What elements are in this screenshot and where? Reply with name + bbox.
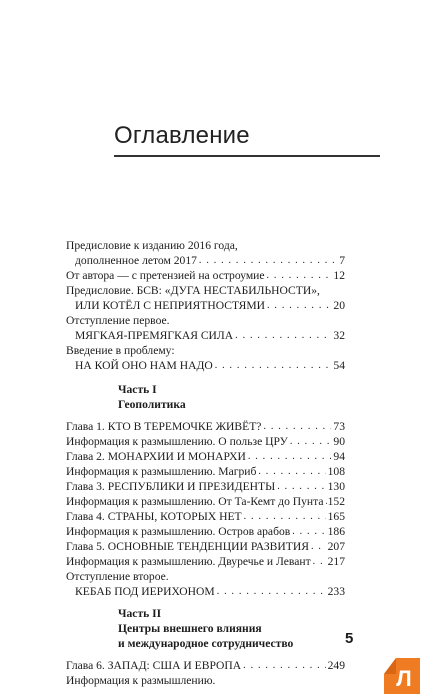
toc-entry-title: Глава 2. МОНАРХИИ И МОНАРХИ bbox=[66, 450, 246, 463]
leader-dots bbox=[243, 659, 325, 673]
toc-entry-title: Информация к размышлению. Остров арабов bbox=[66, 525, 291, 538]
part-label: Часть I bbox=[118, 383, 157, 396]
toc-entry-title: Информация к размышлению. От Та-Кемт до Пунта bbox=[66, 495, 324, 508]
toc-entry[interactable] bbox=[66, 358, 345, 373]
toc-entry-title: Информация к размышлению. О пользе ЦРУ bbox=[66, 435, 288, 448]
leader-dots bbox=[267, 269, 332, 283]
publisher-logo bbox=[378, 650, 426, 698]
leader-dots bbox=[277, 480, 325, 494]
toc-entry[interactable] bbox=[66, 419, 345, 434]
toc-entry-title: ИЛИ КОТЁЛ С НЕПРИЯТНОСТЯМИ bbox=[75, 299, 266, 312]
toc-entry-title: КЕБАБ ПОД ИЕРИХОНОМ bbox=[75, 585, 215, 598]
page-title: Оглавление bbox=[114, 122, 250, 149]
toc-entry-page: 249 bbox=[327, 659, 345, 672]
toc-entry-page: 130 bbox=[327, 480, 345, 493]
toc-entry[interactable] bbox=[66, 509, 345, 524]
toc-entry-page: 20 bbox=[333, 299, 345, 312]
page-number: 5 bbox=[345, 630, 354, 647]
leader-dots bbox=[235, 329, 331, 343]
part-title: Геополитика bbox=[118, 398, 186, 411]
toc-entry-page: 207 bbox=[327, 540, 345, 553]
toc-entry-title: дополненное летом 2017 bbox=[75, 254, 197, 267]
part-title: Центры внешнего влияния bbox=[118, 622, 262, 635]
toc-entry[interactable] bbox=[66, 584, 345, 599]
toc-entry-title: Глава 5. ОСНОВНЫЕ ТЕНДЕНЦИИ РАЗВИТИЯ bbox=[66, 540, 309, 553]
toc-entry[interactable] bbox=[66, 268, 345, 283]
toc-entry[interactable] bbox=[66, 464, 345, 479]
part-title: и международное сотрудничество bbox=[118, 637, 294, 650]
title-rule bbox=[114, 155, 380, 157]
toc-entry-page: 217 bbox=[327, 555, 345, 568]
toc-line: Предисловие к изданию 2016 года, bbox=[66, 239, 238, 252]
toc-entry-page: 94 bbox=[333, 450, 345, 463]
toc-entry[interactable] bbox=[66, 494, 345, 509]
toc-line: Отступление первое. bbox=[66, 314, 170, 327]
toc-entry-title: От автора — с претензией на остроумие bbox=[66, 269, 265, 282]
toc-entry-title: Глава 4. СТРАНЫ, КОТОРЫХ НЕТ bbox=[66, 510, 242, 523]
toc-entry-page: 152 bbox=[327, 495, 345, 508]
toc-line: Отступление второе. bbox=[66, 570, 169, 583]
toc-entry-title: Информация к размышлению. Магриб bbox=[66, 465, 257, 478]
toc-entry-title: Информация к размышлению. Двуречье и Левант bbox=[66, 555, 311, 568]
toc-entry[interactable] bbox=[66, 524, 345, 539]
toc-line: Информация к размышлению. bbox=[66, 674, 216, 687]
toc-entry-page: 32 bbox=[333, 329, 345, 342]
toc-entry[interactable] bbox=[66, 658, 345, 673]
leader-dots bbox=[290, 435, 332, 449]
toc-line: Введение в проблему: bbox=[66, 344, 175, 357]
toc-entry[interactable] bbox=[66, 554, 345, 569]
toc-entry-title: НА КОЙ ОНО НАМ НАДО bbox=[75, 359, 213, 372]
toc-entry-title: Глава 1. КТО В ТЕРЕМОЧКЕ ЖИВЁТ? bbox=[66, 420, 262, 433]
toc-entry[interactable] bbox=[66, 298, 345, 313]
leader-dots bbox=[267, 299, 331, 313]
toc-entry[interactable] bbox=[66, 449, 345, 464]
leader-dots bbox=[248, 450, 332, 464]
toc-entry-title: МЯГКАЯ-ПРЕМЯГКАЯ СИЛА bbox=[75, 329, 234, 342]
toc-entry-page: 73 bbox=[333, 420, 345, 433]
toc-entry-page: 54 bbox=[333, 359, 345, 372]
leader-dots bbox=[199, 254, 337, 268]
toc-entry-page: 165 bbox=[327, 510, 345, 523]
leader-dots bbox=[217, 585, 326, 599]
toc-entry[interactable] bbox=[66, 328, 345, 343]
toc-entry-title: Глава 6. ЗАПАД: США И ЕВРОПА bbox=[66, 659, 242, 672]
toc-entry-title: Глава 3. РЕСПУБЛИКИ И ПРЕЗИДЕНТЫ bbox=[66, 480, 276, 493]
toc-entry[interactable] bbox=[66, 434, 345, 449]
toc-entry[interactable] bbox=[66, 539, 345, 554]
leader-dots bbox=[313, 555, 326, 569]
leader-dots bbox=[263, 420, 331, 434]
part-label: Часть II bbox=[118, 607, 162, 620]
toc-entry-page: 12 bbox=[333, 269, 345, 282]
leader-dots bbox=[244, 510, 326, 524]
leader-dots bbox=[258, 465, 325, 479]
leader-dots bbox=[215, 359, 332, 373]
toc-entry-page: 90 bbox=[333, 435, 345, 448]
toc-entry-page: 108 bbox=[327, 465, 345, 478]
logo-letter: Л bbox=[396, 666, 412, 691]
table-of-contents bbox=[66, 238, 345, 688]
toc-entry-page: 186 bbox=[327, 525, 345, 538]
leader-dots bbox=[311, 540, 326, 554]
toc-entry-page: 7 bbox=[339, 254, 345, 267]
toc-line: Предисловие. БСВ: «ДУГА НЕСТАБИЛЬНОСТИ», bbox=[66, 284, 320, 297]
leader-dots bbox=[292, 525, 325, 539]
toc-entry[interactable] bbox=[66, 479, 345, 494]
toc-entry[interactable] bbox=[66, 253, 345, 268]
toc-entry-page: 233 bbox=[327, 585, 345, 598]
part1-entries bbox=[66, 419, 345, 569]
